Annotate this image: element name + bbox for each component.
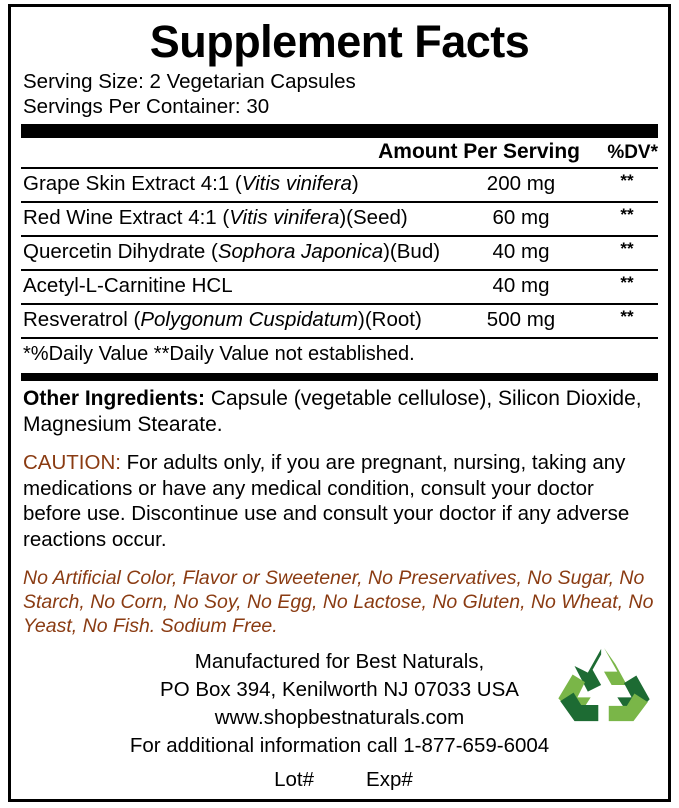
serving-size: Serving Size: 2 Vegetarian Capsules bbox=[23, 70, 356, 93]
exp-date-label: Exp# bbox=[366, 768, 413, 791]
ingredient-amount: 40 mg bbox=[492, 274, 550, 297]
nutrition-table-header bbox=[21, 138, 658, 167]
supplement-facts-panel bbox=[8, 4, 671, 802]
thick-divider-bottom bbox=[21, 373, 658, 381]
table-row bbox=[21, 235, 658, 269]
ingredient-amount: 40 mg bbox=[492, 240, 550, 263]
manufacturer-line: Manufactured for Best Naturals, bbox=[194, 650, 485, 673]
ingredient-dv: ** bbox=[620, 307, 634, 326]
table-row bbox=[21, 169, 658, 201]
ingredient-amount: 60 mg bbox=[492, 206, 550, 229]
caution-text: For adults only, if you are pregnant, nursing, taking any medications or have any medical condition, consult your doctor before use. Discontinue use and consult your doctor if any adverse reactions occur. bbox=[23, 451, 630, 551]
ingredient-dv: ** bbox=[620, 239, 634, 258]
ingredient-name: Grape Skin Extract 4:1 (Vitis vinifera) bbox=[23, 172, 359, 195]
table-row bbox=[21, 201, 658, 235]
footer-block bbox=[21, 638, 658, 794]
table-row bbox=[21, 269, 658, 303]
caution-label: CAUTION: bbox=[23, 451, 121, 474]
website-link[interactable]: www.shopbestnaturals.com bbox=[214, 706, 465, 729]
table-row bbox=[21, 303, 658, 337]
recycle-icon bbox=[556, 646, 652, 724]
free-from-claims: No Artificial Color, Flavor or Sweetener, No Preservatives, No Sugar, No Starch, No Corn, No Soy, No Egg, No Lactose, No Gluten, No Wheat, No Yeast, No Fish. Sodium Free. bbox=[23, 567, 654, 637]
ingredient-name: Acetyl-L-Carnitine HCL bbox=[23, 274, 233, 297]
page-title: Supplement Facts bbox=[149, 16, 530, 67]
thick-divider-top bbox=[21, 124, 658, 138]
ingredient-dv: ** bbox=[620, 171, 634, 190]
daily-value-header: %DV* bbox=[607, 142, 658, 163]
ingredient-name: Resveratrol (Polygonum Cuspidatum)(Root) bbox=[23, 308, 422, 331]
ingredient-amount: 500 mg bbox=[486, 308, 556, 331]
lot-number-label: Lot# bbox=[274, 768, 315, 791]
lot-exp-row bbox=[21, 760, 658, 794]
address-line: PO Box 394, Kenilworth NJ 07033 USA bbox=[160, 678, 519, 701]
ingredient-dv: ** bbox=[620, 205, 634, 224]
caution-block bbox=[21, 438, 658, 552]
other-ingredients-label: Other Ingredients: bbox=[23, 387, 206, 410]
ingredient-name: Quercetin Dihydrate (Sophora Japonica)(Bud) bbox=[23, 240, 441, 263]
ingredient-dv: ** bbox=[620, 273, 634, 292]
amount-per-serving-header: Amount Per Serving bbox=[378, 140, 580, 163]
other-ingredients-text: Capsule (vegetable cellulose), Silicon Dioxide, Magnesium Stearate. bbox=[23, 387, 642, 436]
servings-per-container: Servings Per Container: 30 bbox=[23, 95, 270, 118]
ingredient-name: Red Wine Extract 4:1 (Vitis vinifera)(Seed) bbox=[23, 206, 408, 229]
nutrition-table bbox=[21, 169, 658, 337]
other-ingredients bbox=[21, 381, 658, 438]
phone-line: For additional information call 1-877-659-6004 bbox=[129, 734, 550, 757]
ingredient-amount: 200 mg bbox=[486, 172, 556, 195]
daily-value-note: *%Daily Value **Daily Value not established. bbox=[23, 343, 415, 365]
